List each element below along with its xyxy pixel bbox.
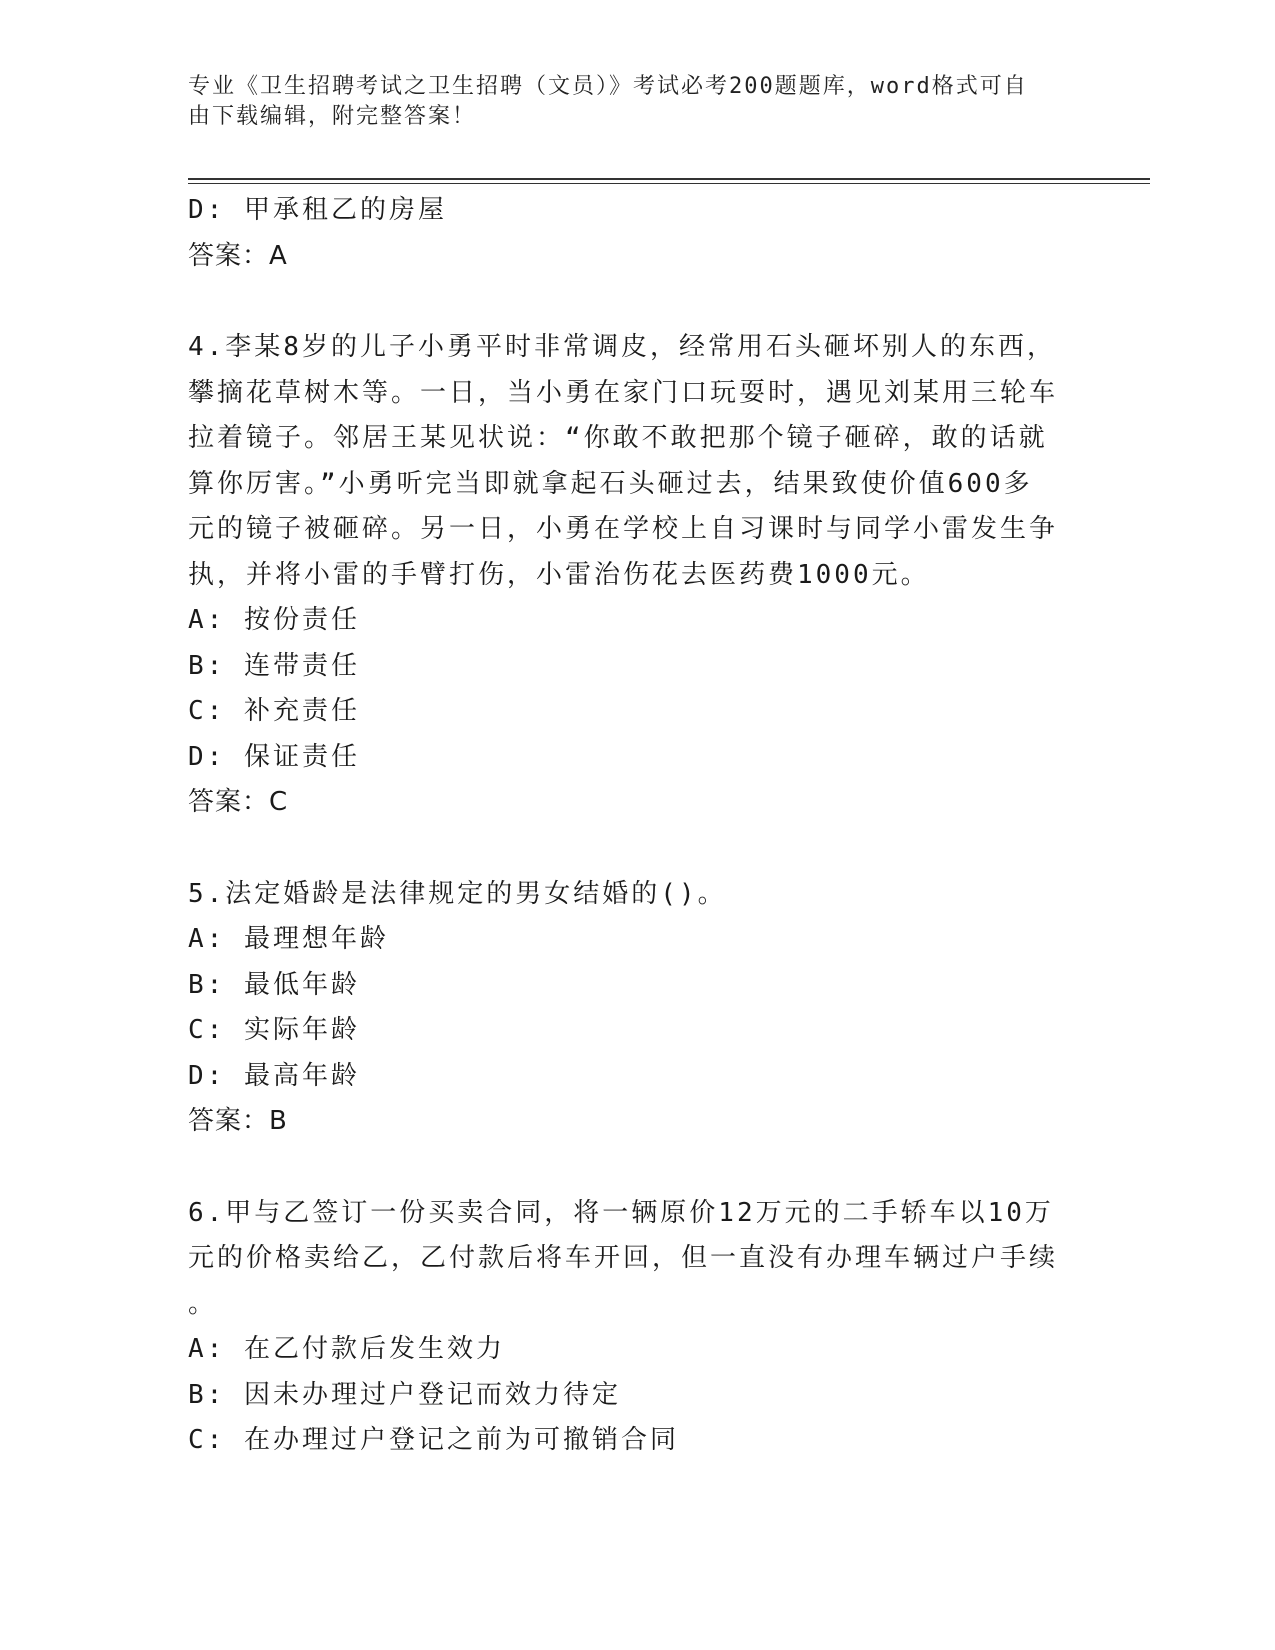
answer-line: 答案：C: [188, 787, 289, 817]
question-stem-line: 攀摘花草树木等。一日，当小勇在家门口玩耍时，遇见刘某用三轮车: [188, 377, 1059, 408]
option-a: A: 在乙付款后发生效力: [188, 1334, 505, 1364]
question-stem-line: 元的价格卖给乙，乙付款后将车开回，但一直没有办理车辆过户手续: [188, 1243, 1059, 1273]
header-line-1: 专业《卫生招聘考试之卫生招聘（文员）》考试必考200题题库，word格式可自: [188, 74, 1028, 99]
question-stem-line: 4.李某8岁的儿子小勇平时非常调皮，经常用石头砸坏别人的东西，: [188, 332, 1056, 362]
option-c: C: 补充责任: [188, 696, 360, 726]
question-stem-line: 拉着镜子。邻居王某见状说：“你敢不敢把那个镜子砸碎，敢的话就: [188, 423, 1048, 453]
question-4: [188, 325, 1068, 826]
spacer: [188, 279, 1068, 325]
option-b: B: 因未办理过户登记而效力待定: [188, 1379, 621, 1410]
answer-line: 答案：A: [188, 240, 288, 271]
document-header: [188, 72, 1068, 132]
spacer: [188, 1145, 1068, 1191]
option-d: D: 保证责任: [188, 741, 360, 772]
option-b: B: 最低年龄: [188, 969, 360, 1000]
option-d: D: 甲承租乙的房屋: [188, 195, 447, 225]
question-stem-line: 6.甲与乙签订一份买卖合同，将一辆原价12万元的二手轿车以10万: [188, 1197, 1054, 1228]
question-3: [188, 188, 1068, 279]
answer-line: 答案：B: [188, 1106, 288, 1136]
spacer: [188, 826, 1068, 872]
header-line-2: 由下载编辑，附完整答案！: [188, 104, 477, 129]
question-5: [188, 872, 1068, 1145]
header-rule-thick: [188, 178, 1150, 180]
option-a: A: 最理想年龄: [188, 924, 389, 954]
question-stem-line: 。: [188, 1288, 218, 1319]
question-content: [188, 188, 1068, 1464]
option-d: D: 最高年龄: [188, 1060, 360, 1091]
option-a: A: 按份责任: [188, 605, 360, 635]
option-c: C: 实际年龄: [188, 1015, 360, 1045]
option-b: B: 连带责任: [188, 650, 360, 681]
option-c: C: 在办理过户登记之前为可撤销合同: [188, 1425, 679, 1455]
question-stem-line: 执，并将小雷的手臂打伤，小雷治伤花去医药费1000元。: [188, 559, 930, 590]
question-6: [188, 1191, 1068, 1464]
question-stem-line: 5.法定婚龄是法律规定的男女结婚的()。: [188, 878, 727, 909]
header-rule-thin: [188, 183, 1150, 184]
question-stem-line: 元的镜子被砸碎。另一日，小勇在学校上自习课时与同学小雷发生争: [188, 514, 1059, 544]
question-stem-line: 算你厉害。”小勇听完当即就拿起石头砸过去，结果致使价值600多: [188, 468, 1033, 499]
